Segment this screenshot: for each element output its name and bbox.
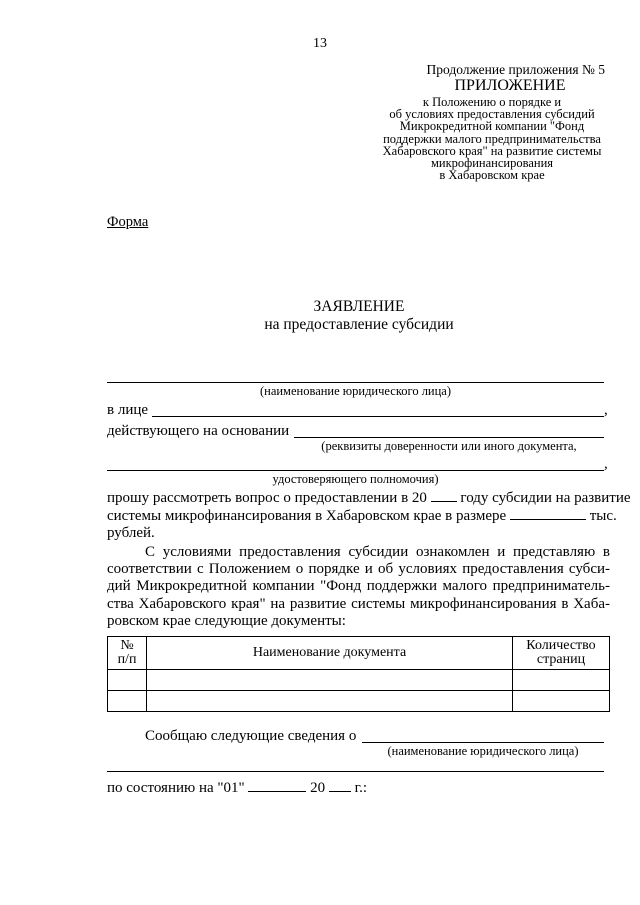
- document-subtitle: на предоставление субсидии: [264, 316, 454, 333]
- info-continuation-line[interactable]: [107, 771, 604, 772]
- table-row: [108, 670, 610, 691]
- basis-label: действующего на основании: [107, 423, 290, 439]
- authority-hint: удостоверяющего полномочия): [272, 472, 439, 486]
- col-number-header-line: п/п: [117, 652, 137, 667]
- table-cell[interactable]: [108, 670, 147, 691]
- date-suffix: г.:: [354, 780, 368, 796]
- col-pages-header-line: Количество: [526, 638, 596, 653]
- request-text: тыс.: [589, 508, 617, 525]
- basis-hint: (реквизиты доверенности или иного документа,: [321, 439, 577, 453]
- document-title: ЗАЯВЛЕНИЕ: [313, 298, 405, 315]
- table-cell[interactable]: [108, 691, 147, 712]
- conditions-line: ства Хабаровского края" на развитие системы микрофинансирования в Хаба-: [107, 595, 610, 612]
- comma: ,: [604, 456, 608, 472]
- month-field[interactable]: [248, 779, 306, 792]
- col-pages-header-line: страниц: [536, 652, 586, 667]
- entity-name-line[interactable]: [107, 382, 604, 383]
- request-paragraph: [107, 489, 631, 543]
- table-cell[interactable]: [513, 670, 610, 691]
- appendix-line: Микрокредитной компании "Фонд: [399, 119, 585, 134]
- appendix-line: микрофинансирования: [430, 156, 554, 171]
- conditions-line: С условиями предоставления субсидии ознакомлен и представляю в: [145, 544, 610, 560]
- continuation-note: Продолжение приложения № 5: [426, 62, 605, 77]
- info-entity-hint: (наименование юридического лица): [387, 744, 579, 758]
- table-cell[interactable]: [147, 691, 513, 712]
- conditions-line: дий Микрокредитной компании "Фонд поддержки малого предприниматель-: [107, 578, 610, 595]
- conditions-line: соответствии с Положением о порядке и об условиях предоставления субси-: [107, 561, 610, 578]
- col-number-header-line: №: [120, 638, 134, 653]
- request-text: году субсидии на развитие: [460, 490, 631, 506]
- amount-field[interactable]: [510, 507, 586, 520]
- table-cell[interactable]: [147, 670, 513, 691]
- request-text: рублей.: [107, 525, 155, 542]
- request-text: системы микрофинансирования в Хабаровском крае в размере: [107, 508, 507, 525]
- in-person-label: в лице: [107, 402, 149, 418]
- col-number-header: [108, 637, 147, 670]
- date-line: [107, 779, 367, 797]
- appendix-line: об условиях предоставления субсидий: [389, 107, 595, 122]
- info-label: Сообщаю следующие сведения о: [145, 728, 357, 744]
- request-text: прошу рассмотреть вопрос о предоставлении в 20: [107, 490, 427, 506]
- documents-table: [107, 636, 610, 712]
- representative-line[interactable]: [152, 416, 604, 417]
- date-year: 20: [310, 780, 326, 796]
- page-number: 13: [313, 36, 327, 51]
- table-header-row: [108, 637, 610, 670]
- form-label: Форма: [107, 214, 149, 230]
- info-entity-line[interactable]: [362, 742, 604, 743]
- comma: ,: [604, 402, 608, 418]
- col-pages-header: [513, 637, 610, 670]
- conditions-paragraph: [107, 544, 610, 630]
- entity-name-hint: (наименование юридического лица): [259, 384, 452, 398]
- appendix-line: Хабаровского края" на развитие системы: [382, 143, 602, 158]
- table-cell[interactable]: [513, 691, 610, 712]
- table-row: [108, 691, 610, 712]
- basis-line[interactable]: [294, 437, 604, 438]
- authority-line[interactable]: [107, 470, 604, 471]
- appendix-line: в Хабаровском крае: [439, 168, 545, 183]
- appendix-line: поддержки малого предпринимательства: [383, 131, 601, 146]
- date-year-field[interactable]: [329, 779, 351, 792]
- col-name-header: Наименование документа: [147, 637, 513, 670]
- date-prefix: по состоянию на "01": [107, 780, 245, 796]
- appendix-title: ПРИЛОЖЕНИЕ: [454, 77, 566, 94]
- conditions-line: ровском крае следующие документы:: [107, 612, 346, 629]
- appendix-line: к Положению о порядке и: [422, 95, 562, 109]
- year-field[interactable]: [431, 489, 457, 502]
- appendix-basis: [372, 96, 612, 181]
